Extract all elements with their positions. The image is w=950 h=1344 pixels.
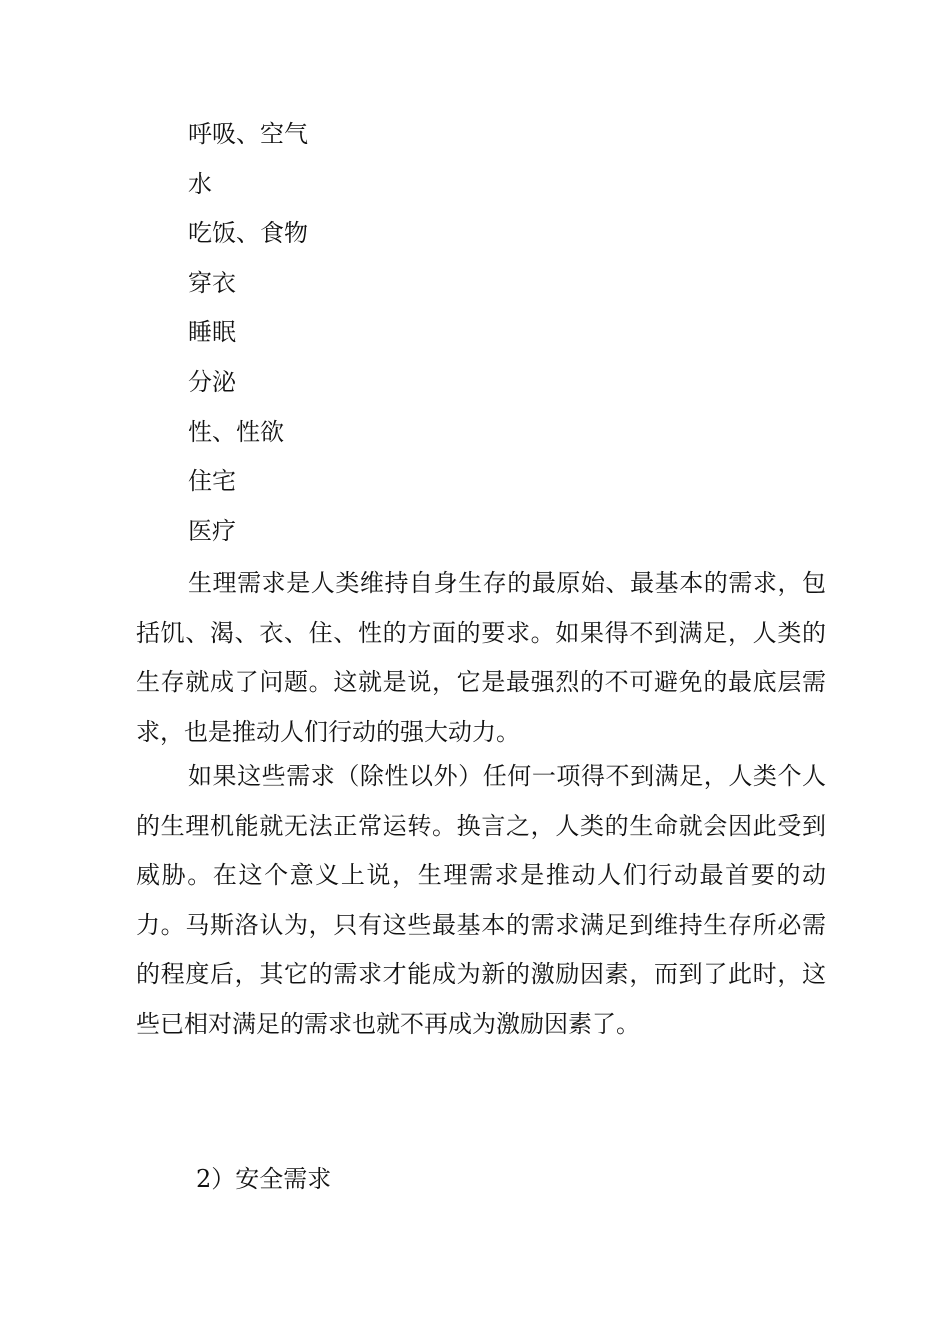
- list-item: 性、性欲: [188, 417, 284, 446]
- list-item: 吃饭、食物: [188, 219, 308, 248]
- body-paragraph-physiological-needs: 生理需求是人类维持自身生存的最原始、最基本的需求，包括饥、渴、衣、住、性的方面的要求。如果得不到满足，人类的生存就成了问题。这就是说，它是最强烈的不可避免的最底层需求，也是推动人们行动的强大动力。: [136, 569, 826, 746]
- list-item: 水: [188, 169, 212, 198]
- list-item: 睡眠: [188, 318, 236, 347]
- list-item: 穿衣: [188, 268, 236, 297]
- list-item: 呼吸、空气: [188, 120, 308, 148]
- list-item: 分泌: [188, 367, 236, 396]
- body-paragraph-unmet-needs: 如果这些需求（除性以外）任何一项得不到满足，人类个人的生理机能就无法正常运转。换言之，人类的生命就会因此受到威胁。在这个意义上说，生理需求是推动人们行动最首要的动力。马斯洛认为，只有这些最基本的需求满足到维持生存所必需的程度后，其它的需求才能成为新的激励因素，而到了此时，这些已相对满足的需求也就不再成为激励因素了。: [136, 762, 826, 1038]
- physiological-needs-list: [188, 110, 308, 556]
- list-item: 医疗: [188, 516, 236, 545]
- section-heading-safety-needs: 2）安全需求: [196, 1165, 332, 1193]
- list-item: 住宅: [188, 467, 236, 496]
